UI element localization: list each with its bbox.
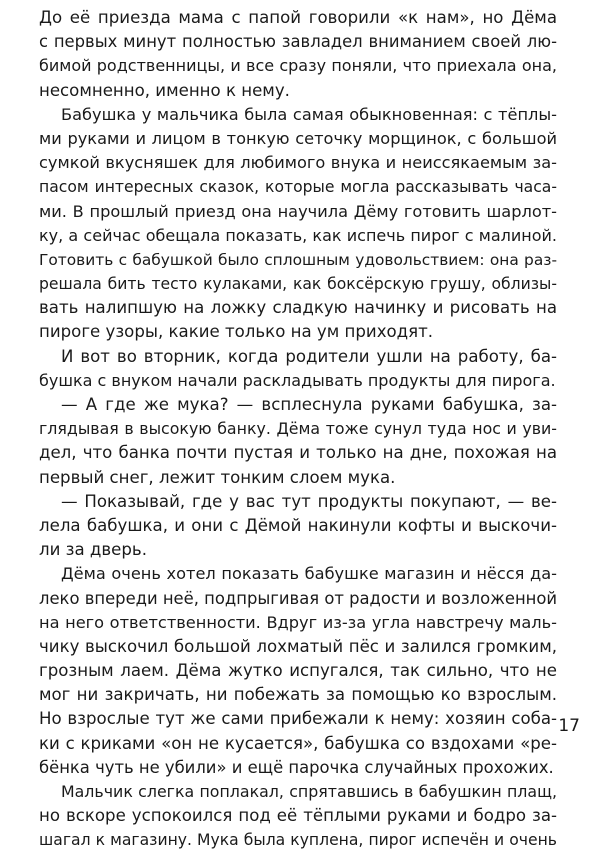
text-line: лела бабушка, и они с Дёмой накинули кофты и выскочи-: [39, 515, 557, 535]
text-line: бимой родственницы, и все сразу поняли, что приехала она,: [39, 56, 557, 76]
text-line: Готовить с бабушкой было сплошным удовольствием: она раз-: [39, 250, 557, 269]
paragraph-6: [39, 562, 557, 780]
text-line: пироге узоры, какие только на ум приходят.: [39, 322, 434, 342]
text-line: Мальчик слегка поплакал, спрятавшись в бабушкин плащ,: [61, 782, 557, 801]
text-line: шагал к магазину. Мука была куплена, пирог испечён и очень: [39, 831, 557, 850]
text-line: глядывая в высокую банку. Дёма тоже сунул туда нос и уви-: [39, 419, 557, 439]
text-line: — А где же мука? — всплеснула руками бабушка, за-: [61, 395, 557, 414]
text-line: леко впереди неё, подпрыгивая от радости и возложенной: [39, 588, 558, 608]
paragraph-7: [39, 780, 557, 853]
text-line: несомненно, именно к нему.: [39, 80, 290, 100]
text-line: ки с криками «он не кусается», бабушка со вздохами «ре-: [39, 733, 557, 753]
text-line: но вскоре успокоился под её тёплыми руками и бодро за-: [39, 806, 557, 826]
paragraph-2: [39, 103, 557, 345]
text-line: чику выскочил большой лохматый пёс и залился громким,: [39, 636, 557, 656]
text-line: — Показывай, где у вас тут продукты покупают, — ве-: [61, 491, 557, 511]
text-line: бушка с внуком начали раскладывать продукты для пирога.: [39, 370, 556, 390]
text-line: первый снег, лежит тонким слоем мука.: [39, 467, 396, 487]
paragraph-5: [39, 490, 557, 563]
page-number: 17: [558, 716, 580, 736]
text-line: вать налипшую на ложку сладкую начинку и рисовать на: [39, 298, 557, 318]
text-line: бёнка чуть не убили» и ещё парочка случайных прохожих.: [39, 757, 554, 777]
page-text: [39, 6, 557, 853]
paragraph-3: [39, 345, 557, 393]
text-line: ми руками и лицом в тонкую сеточку морщинок, с большой: [39, 128, 557, 148]
paragraph-4: [39, 393, 557, 490]
text-line: Дёма очень хотел показать бабушке магазин и нёсся да-: [61, 564, 557, 584]
text-line: сумкой вкусняшек для любимого внука и неиссякаемым за-: [39, 153, 557, 173]
text-line: До её приезда мама с папой говорили «к нам», но Дёма: [39, 8, 557, 27]
text-line: ку, а сейчас обещала показать, как испечь пирог с малиной.: [39, 225, 557, 245]
text-line: мог ни закричать, ни побежать за помощью ко взрослым.: [39, 685, 557, 705]
text-line: решала бить тесто кулаками, как боксёрскую грушу, облизы-: [39, 275, 557, 294]
text-line: пасом интересных сказок, которые могла рассказывать часа-: [39, 178, 557, 197]
text-line: на него ответственности. Вдруг из-за угла навстречу маль-: [39, 612, 557, 632]
text-line: И вот во вторник, когда родители ушли на работу, ба-: [61, 346, 557, 366]
text-line: с первых минут полностью завладел вниманием своей лю-: [39, 32, 557, 52]
text-line: грозным лаем. Дёма жутко испугался, так сильно, что не: [39, 661, 557, 681]
paragraph-1: [39, 6, 557, 103]
text-line: Но взрослые тут же сами прибежали к нему: хозяин соба-: [39, 709, 557, 729]
text-line: ми. В прошлый приезд она научила Дёму готовить шарлот-: [39, 201, 557, 221]
text-line: дел, что банка почти пустая и только на дне, похожая на: [39, 443, 557, 463]
text-line: Бабушка у мальчика была самая обыкновенная: с тёплы-: [61, 104, 557, 124]
text-line: ли за дверь.: [39, 540, 147, 560]
